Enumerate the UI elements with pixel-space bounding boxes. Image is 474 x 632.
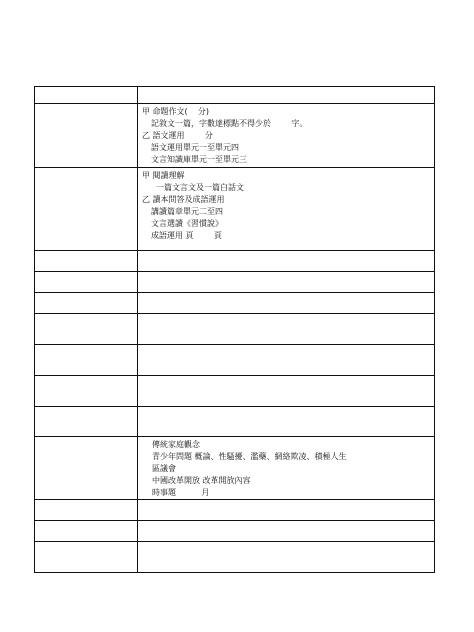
table-cell bbox=[138, 500, 435, 521]
topic-china-reform: 中國改革開放 改革開放內容 bbox=[152, 476, 251, 485]
reading-passages: 一篇文言文及一篇白話文 bbox=[156, 183, 244, 192]
table-cell bbox=[35, 104, 138, 168]
writing-requirement: 記敘文一篇，字數達標點不得少於 字。 bbox=[151, 119, 308, 128]
classical-knowledge-units: 文言知識庫單元一至單元三 bbox=[151, 155, 247, 164]
table-row bbox=[35, 407, 435, 437]
table-row bbox=[35, 500, 435, 521]
table-cell bbox=[35, 407, 138, 437]
topic-current-affairs: 時事題 月 bbox=[152, 488, 210, 497]
table-cell bbox=[35, 87, 138, 104]
topic-family-values: 傳統家庭觀念 bbox=[152, 440, 200, 449]
table-cell bbox=[35, 345, 138, 376]
reader-section-b: 乙 讀本問答及成語運用 bbox=[142, 195, 225, 204]
table-cell bbox=[138, 272, 435, 293]
table-cell bbox=[35, 376, 138, 407]
idiom-pages: 成語運用 頁 頁 bbox=[151, 231, 222, 240]
table-cell bbox=[138, 407, 435, 437]
table-row bbox=[35, 345, 435, 376]
writing-section-a: 甲 命題作文( 分) bbox=[142, 107, 209, 116]
writing-paper-cell bbox=[138, 104, 435, 168]
table-cell bbox=[35, 272, 138, 293]
table-row bbox=[35, 521, 435, 542]
table-cell bbox=[35, 314, 138, 345]
reading-paper-cell bbox=[138, 168, 435, 251]
table-row bbox=[35, 314, 435, 345]
exam-schedule-table bbox=[34, 86, 435, 573]
language-usage-units: 語文運用單元一至單元四 bbox=[151, 143, 239, 152]
table-cell bbox=[35, 542, 138, 573]
table-cell bbox=[138, 293, 435, 314]
table-row bbox=[35, 542, 435, 573]
language-usage-section-b: 乙 語文運用 分 bbox=[142, 131, 213, 140]
table-row bbox=[35, 376, 435, 407]
table-cell bbox=[138, 251, 435, 272]
lecture-chapters: 講讀篇章單元二至四 bbox=[151, 207, 223, 216]
table-cell bbox=[138, 345, 435, 376]
topic-youth-issues: 青少年問題 概論、性騷擾、濫藥、網絡欺凌、積極人生 bbox=[152, 452, 347, 461]
table-row bbox=[35, 293, 435, 314]
table-row bbox=[35, 272, 435, 293]
table-cell bbox=[35, 500, 138, 521]
table-cell bbox=[138, 542, 435, 573]
table-cell bbox=[138, 376, 435, 407]
table-cell bbox=[35, 293, 138, 314]
table-cell bbox=[138, 87, 435, 104]
reading-section-a: 甲 閱讀理解 bbox=[142, 171, 185, 180]
table-cell bbox=[138, 314, 435, 345]
table-row bbox=[35, 87, 435, 104]
table-row bbox=[35, 104, 435, 168]
table-row bbox=[35, 251, 435, 272]
topic-district-council: 區議會 bbox=[152, 464, 176, 473]
table-cell bbox=[35, 168, 138, 251]
table-cell bbox=[35, 251, 138, 272]
table-row bbox=[35, 168, 435, 251]
table-cell bbox=[138, 521, 435, 542]
classical-reading: 文言選讀《習慣說》 bbox=[151, 219, 223, 228]
general-studies-cell bbox=[138, 437, 435, 500]
table-row bbox=[35, 437, 435, 500]
table-cell bbox=[35, 521, 138, 542]
table-cell bbox=[35, 437, 138, 500]
